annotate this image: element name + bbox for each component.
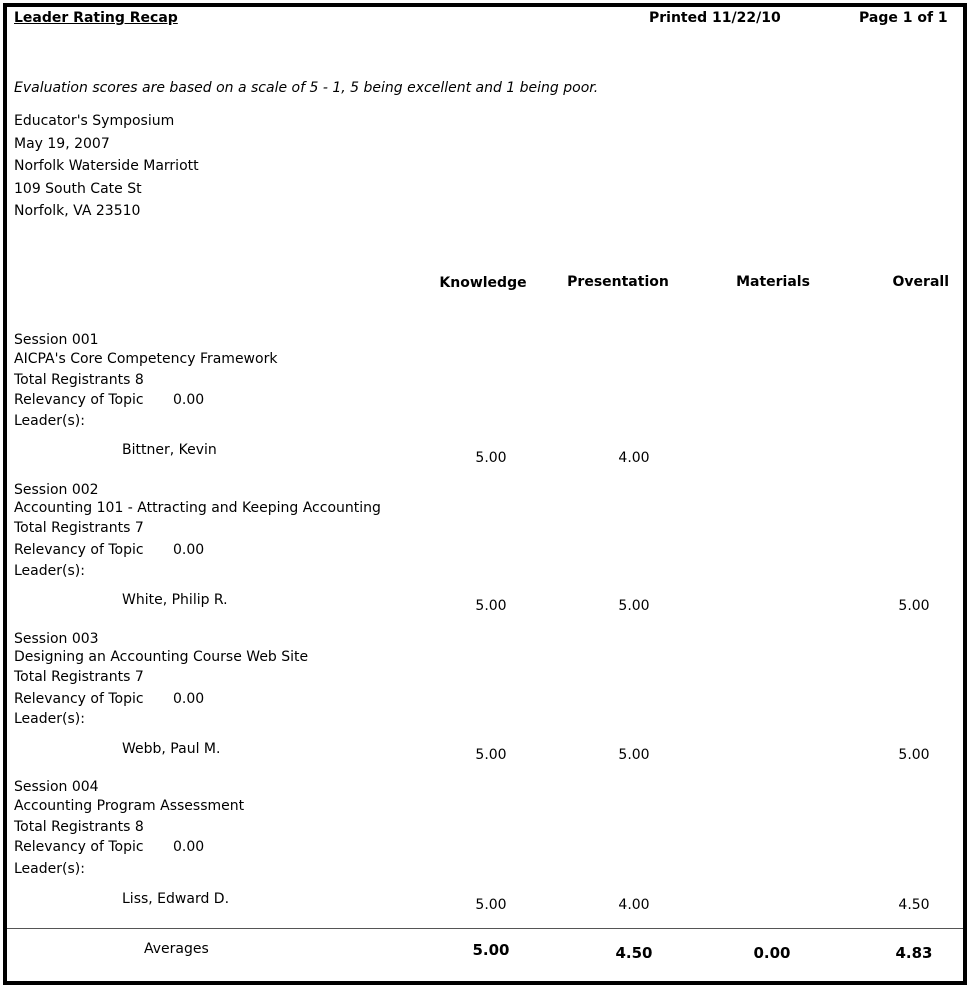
session-id: Session 001 [14,332,99,348]
relevancy-label: Relevancy of Topic [14,839,144,855]
leaders-label: Leader(s): [14,711,85,727]
column-header-overall: Overall [892,274,949,290]
session-id: Session 004 [14,779,99,795]
report-title: Leader Rating Recap [14,10,178,26]
session-title: Accounting 101 - Attracting and Keeping Accounting [14,500,381,516]
event-info [14,110,199,223]
leader-name: White, Philip R. [122,592,228,608]
event-city: Norfolk, VA 23510 [14,203,141,219]
relevancy-label: Relevancy of Topic [14,691,144,707]
overall-score: 5.00 [898,747,930,763]
averages-divider [7,928,963,929]
average-materials: 0.00 [753,944,791,962]
knowledge-score: 5.00 [475,450,507,466]
leader-name: Bittner, Kevin [122,442,217,458]
event-venue: Norfolk Waterside Marriott [14,158,199,174]
column-header-presentation: Presentation [567,274,669,290]
presentation-score: 4.00 [618,450,650,466]
presentation-score: 5.00 [618,598,650,614]
session-title: Accounting Program Assessment [14,798,245,814]
averages-label: Averages [144,941,209,957]
relevancy-value: 0.00 [173,691,205,707]
presentation-score: 4.00 [618,897,650,913]
leader-name: Liss, Edward D. [122,891,230,907]
relevancy-value: 0.00 [173,392,205,408]
session-registrants: Total Registrants 7 [14,520,144,536]
relevancy-label: Relevancy of Topic [14,392,144,408]
average-knowledge: 5.00 [472,941,510,959]
session-registrants: Total Registrants 7 [14,669,144,685]
event-date: May 19, 2007 [14,135,110,152]
leaders-label: Leader(s): [14,413,85,429]
relevancy-value: 0.00 [173,839,205,855]
relevancy-value: 0.00 [173,542,205,558]
leaders-label: Leader(s): [14,861,85,877]
column-header-materials: Materials [736,274,810,290]
session-registrants: Total Registrants 8 [14,372,144,388]
session-id: Session 002 [14,482,99,498]
session-title: AICPA's Core Competency Framework [14,351,278,367]
relevancy-label: Relevancy of Topic [14,542,144,558]
overall-score: 5.00 [898,598,930,614]
session-title: Designing an Accounting Course Web Site [14,649,309,665]
column-header-knowledge: Knowledge [439,275,527,291]
event-name: Educator's Symposium [14,113,175,129]
page-number: Page 1 of 1 [859,10,948,26]
average-overall: 4.83 [895,944,933,962]
scale-note: Evaluation scores are based on a scale of 5 - 1, 5 being excellent and 1 being poor. [14,80,599,96]
event-street: 109 South Cate St [14,180,142,197]
leader-name: Webb, Paul M. [122,741,221,757]
leaders-label: Leader(s): [14,563,85,579]
session-registrants: Total Registrants 8 [14,819,144,835]
knowledge-score: 5.00 [475,747,507,763]
session-id: Session 003 [14,631,99,647]
overall-score: 4.50 [898,897,930,913]
report-page [3,3,967,985]
average-presentation: 4.50 [615,944,653,962]
knowledge-score: 5.00 [475,897,507,913]
printed-date: Printed 11/22/10 [649,10,781,26]
presentation-score: 5.00 [618,747,650,763]
knowledge-score: 5.00 [475,598,507,614]
